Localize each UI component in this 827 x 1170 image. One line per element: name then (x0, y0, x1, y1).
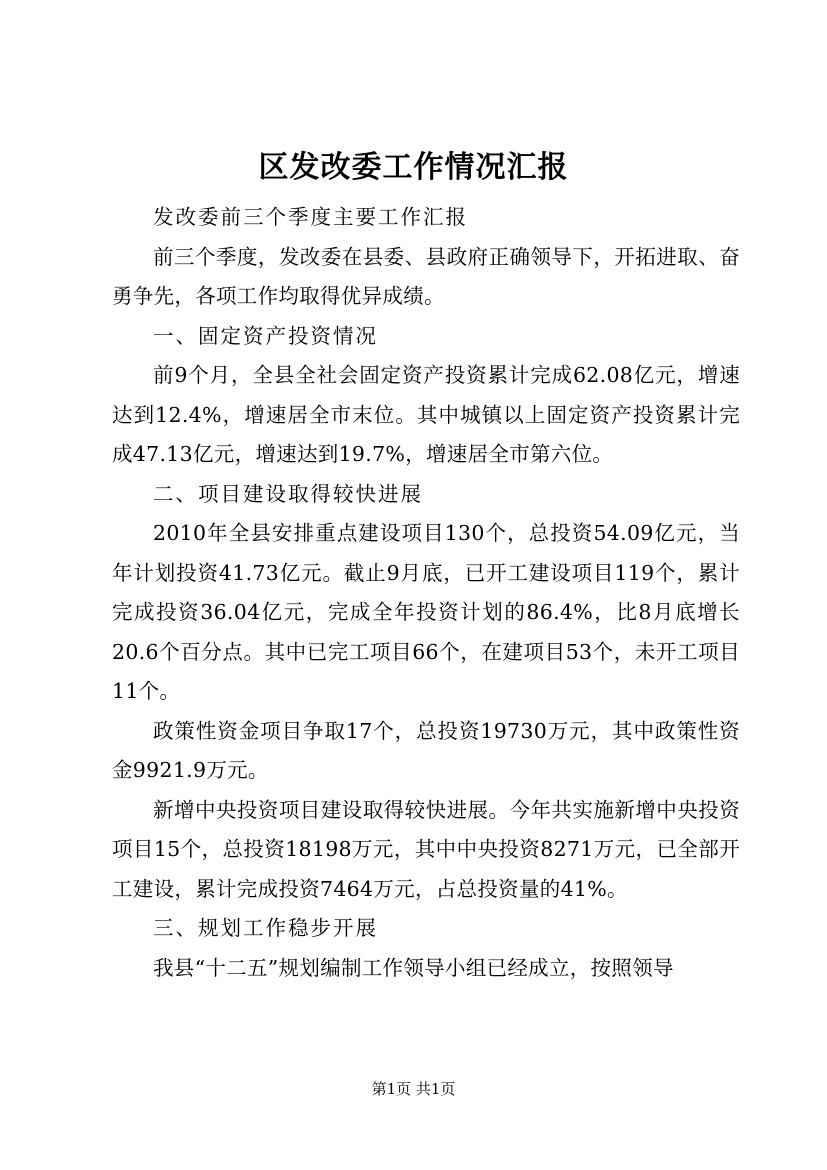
paragraph-intro: 前三个季度，发改委在县委、县政府正确领导下，开拓进取、奋勇争先，各项工作均取得优异成绩。 (112, 244, 740, 308)
paragraph-key-projects: 2010年全县安排重点建设项目130个，总投资54.09亿元，当年计划投资41.73亿元。截止9月底，已开工建设项目119个，累计完成投资36.04亿元，完成全年投资计划的86.4%，比8月底增长20.6个百分点。其中已完工项目66个，在建项目53个，未开工项目11个。 (112, 521, 740, 703)
document-body (112, 198, 740, 988)
section-heading-planning-work: 三、规划工作稳步开展 (153, 916, 378, 940)
paragraph-central-investment: 新增中央投资项目建设取得较快进展。今年共实施新增中央投资项目15个，总投资18198万元，其中中央投资8271万元，已全部开工建设，累计完成投资7464万元，占总投资量的41%。 (112, 797, 740, 901)
page-number-footer: 第1页 共1页 (371, 1080, 456, 1098)
paragraph-policy-funds: 政策性资金项目争取17个，总投资19730万元，其中政策性资金9921.9万元。 (112, 718, 740, 782)
paragraph-planning: 我县“十二五”规划编制工作领导小组已经成立，按照领导 (153, 955, 674, 980)
section-heading-fixed-asset-investment: 一、固定资产投资情况 (153, 323, 378, 348)
section-heading-project-construction: 二、项目建设取得较快进展 (153, 481, 423, 506)
paragraph-subtitle: 发改委前三个季度主要工作汇报 (153, 205, 468, 229)
paragraph-fixed-asset-investment: 前9个月，全县全社会固定资产投资累计完成62.08亿元，增速达到12.4%，增速居全市末位。其中城镇以上固定资产投资累计完成47.13亿元，增速达到19.7%，增速居全市第六位。 (112, 363, 740, 466)
document-title: 区发改委工作情况汇报 (258, 150, 569, 185)
